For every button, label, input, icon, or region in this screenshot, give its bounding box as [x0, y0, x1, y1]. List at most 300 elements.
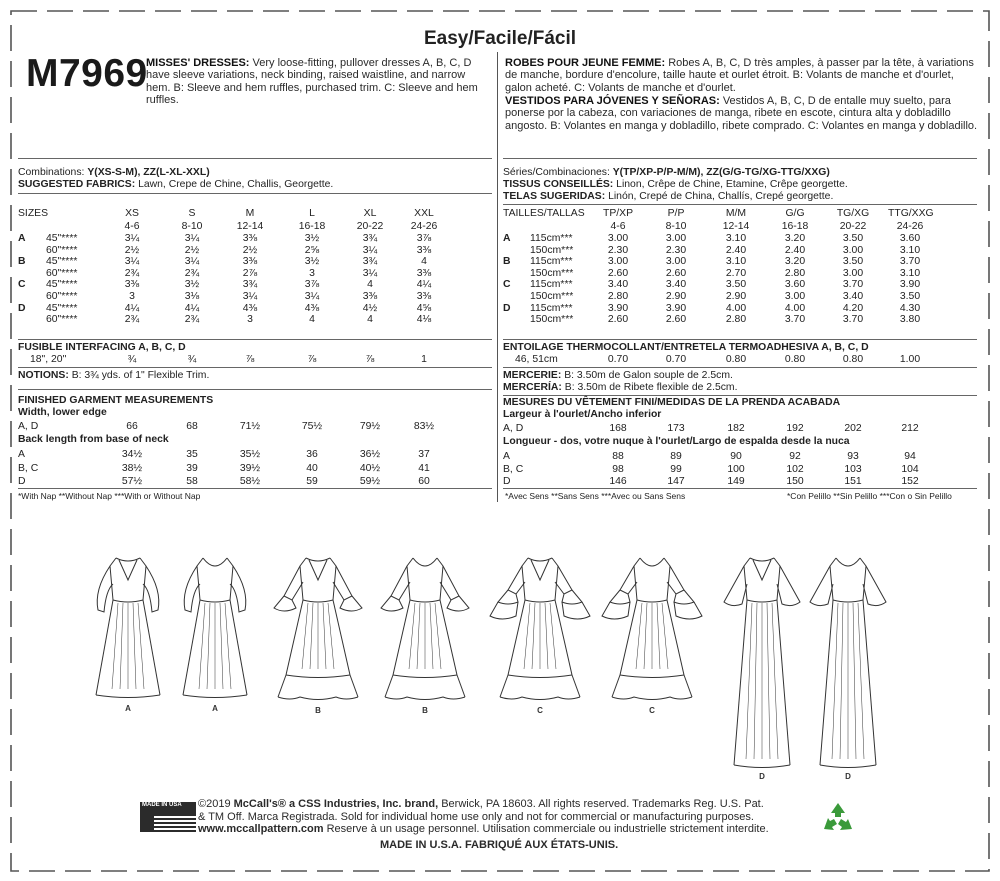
yardage-cell: 3⅞ — [304, 279, 320, 291]
width-cell: 75½ — [301, 421, 323, 432]
ruffle-hem — [612, 697, 692, 700]
yardage-cell: 3¼ — [362, 267, 378, 279]
bodice-right — [330, 558, 336, 600]
longueur-cell: 89 — [670, 451, 682, 462]
yardage-cell: 3¼ — [124, 256, 140, 268]
metrage-cell: 3.70 — [899, 256, 921, 268]
fr-size-code: G/G — [785, 208, 805, 219]
longueur-cell: 147 — [667, 476, 685, 487]
metrage-cell: 2.60 — [607, 267, 629, 279]
yardage-cell: 3⅜ — [362, 291, 378, 302]
gather-line — [840, 603, 843, 759]
size-code: L — [309, 208, 315, 219]
metrage-width: 115cm*** — [530, 302, 573, 314]
fr-size-number: 20-22 — [839, 221, 867, 232]
metrage-cell: 4.30 — [899, 302, 921, 314]
fr-description-text: Robes A, B, C, D très amples, à passer par la tête, à variations de manche, bordure d'encolure, taille haute et ourlet étroit. B: Volants de manche et d'ourlet, galon acheté. C: Volants de manche et d'ourlet. — [505, 57, 974, 94]
hem — [96, 695, 160, 698]
interfacing-width: 18", 20" — [30, 354, 67, 365]
size-code: XS — [125, 208, 139, 219]
made-in-usa-flag: MADE IN USA — [140, 802, 196, 832]
metrage-width: 150cm*** — [530, 267, 574, 279]
sleeve-ruffle-right — [562, 590, 582, 604]
yardage-cell: 3½ — [304, 233, 320, 244]
largeur-cell: 192 — [786, 423, 804, 434]
metrage-cell: 2.60 — [607, 314, 629, 326]
entoilage-cell: 0.80 — [842, 354, 864, 365]
skirt-right — [440, 600, 457, 675]
fr-size-code: TG/XG — [836, 208, 870, 219]
view-label: A — [212, 704, 218, 713]
metrage-cell: 2.80 — [725, 314, 747, 326]
waist-seam — [525, 600, 555, 602]
fr-size-code: M/M — [725, 208, 747, 219]
metrage-cell: 2.40 — [725, 244, 747, 256]
metrage-cell: 4.00 — [725, 302, 747, 314]
waist-seam — [410, 600, 440, 602]
gather-line — [754, 603, 757, 759]
yardage-cell: 3⅜ — [242, 256, 258, 268]
metrage-cell: 3.20 — [784, 233, 806, 244]
yardage-cell: 4¼ — [416, 279, 432, 291]
skirt-left — [820, 600, 833, 765]
longueur-cell: 99 — [670, 463, 682, 475]
back-cell: 35½ — [239, 449, 261, 460]
metrage-cell: 2.90 — [725, 291, 747, 302]
longueur-cell: 102 — [786, 463, 804, 475]
yardage-cell: 2½ — [184, 244, 200, 256]
metrage-cell: 3.00 — [607, 233, 629, 244]
width-view: A, D — [18, 421, 39, 432]
metrage-cell: 3.90 — [607, 302, 629, 314]
gather-line — [746, 603, 752, 759]
yardage-cell: 3¼ — [242, 291, 258, 302]
bodice-right — [664, 558, 670, 600]
bodice-right — [552, 558, 558, 600]
yardage-cell: 3½ — [184, 279, 200, 291]
yardage-cell: 2⅞ — [242, 267, 258, 279]
size-number: 24-26 — [410, 221, 438, 232]
ruffle-hem — [500, 697, 580, 700]
metrage-cell: 3.90 — [899, 279, 921, 291]
metrage-cell: 3.70 — [842, 314, 864, 326]
metrage-width: 150cm*** — [530, 244, 574, 256]
hem — [508, 675, 572, 678]
back-cell: 37 — [418, 449, 430, 460]
metrage-view: A — [503, 233, 511, 244]
bodice-left — [522, 558, 528, 600]
metrage-cell: 3.50 — [842, 256, 864, 268]
waist-seam — [833, 600, 863, 602]
interfacing-cell: ¾ — [187, 354, 197, 365]
yardage-cell: 3⅜ — [416, 244, 432, 256]
sleeve-left — [810, 566, 833, 606]
hem — [183, 695, 247, 698]
gather-line — [772, 603, 778, 759]
neckline — [203, 558, 227, 566]
yardage-width: 60"**** — [46, 267, 78, 279]
skirt-right — [230, 600, 247, 695]
metrage-cell: 2.60 — [665, 267, 687, 279]
view-label: D — [759, 772, 765, 781]
metrage-view: B — [503, 256, 511, 268]
longueur-cell: 150 — [786, 476, 804, 487]
metrage-cell: 3.70 — [784, 314, 806, 326]
back-cell: 58 — [186, 476, 198, 487]
entoilage-label: ENTOILAGE THERMOCOLLANT/ENTRETELA TERMOADHESIVA A, B, C, D — [503, 342, 869, 353]
ruffle-right — [350, 675, 358, 697]
longueur-cell: 104 — [901, 463, 919, 475]
size-code: XL — [363, 208, 377, 219]
waist-seam — [637, 600, 667, 602]
longueur-cell: 146 — [609, 476, 627, 487]
yardage-view: A — [18, 233, 26, 244]
back-cell: 39 — [186, 462, 198, 474]
suggested-fabrics: SUGGESTED FABRICS: Lawn, Crepe de Chine, Challis, Georgette. — [18, 179, 334, 190]
yardage-cell: 3 — [309, 267, 315, 279]
width-cell: 79½ — [359, 421, 381, 432]
notions: NOTIONS: B: 3¾ yds. of 1" Flexible Trim. — [18, 370, 210, 381]
view-label: D — [845, 772, 851, 781]
largeur-cell: 212 — [901, 423, 919, 434]
fr-size-code: TTG/XXG — [888, 208, 934, 219]
yardage-cell: 2¾ — [124, 267, 140, 279]
yardage-cell: 4¼ — [184, 302, 200, 314]
metrage-cell: 3.60 — [784, 279, 806, 291]
yardage-cell: 3¼ — [362, 244, 378, 256]
metrage-cell: 3.90 — [665, 302, 687, 314]
gather-line — [207, 603, 210, 689]
longueur-cell: 98 — [612, 463, 624, 475]
sleeve-ruffle-right-2 — [562, 602, 590, 619]
mesures-label: MESURES DU VÊTEMENT FINI/MEDIDAS DE LA PRENDA ACABADA — [503, 397, 841, 408]
entoilage-width: 46, 51cm — [515, 354, 558, 365]
bodice-left — [197, 558, 203, 600]
metrage-view: C — [503, 279, 511, 291]
largeur-view: A, D — [503, 423, 524, 434]
back-view: B, C — [18, 462, 39, 474]
es-description-heading: VESTIDOS PARA JÓVENES Y SEÑORAS: — [505, 95, 720, 107]
yardage-view: B — [18, 256, 26, 268]
view-label: B — [422, 706, 428, 715]
gather-line — [550, 603, 556, 669]
entoilage-cell: 1.00 — [899, 354, 921, 365]
back-view: D — [18, 476, 26, 487]
hem — [393, 675, 457, 678]
width-label: Width, lower edge — [18, 407, 107, 418]
yardage-cell: 3¾ — [242, 279, 258, 291]
yardage-cell: 4 — [367, 314, 373, 326]
yardage-width: 45"**** — [46, 279, 78, 291]
metrage-cell: 3.50 — [842, 233, 864, 244]
yardage-cell: 3¼ — [184, 256, 200, 268]
gather-line — [832, 603, 838, 759]
hem — [620, 675, 684, 678]
largeur-cell: 182 — [727, 423, 745, 434]
longueur-cell: 94 — [904, 451, 916, 462]
copyright-notice: ©2019 McCall's® a CSS Industries, Inc. brand, Berwick, PA 18603. All rights reserved. Trademarks Reg. U.S. Pat. & TM Off. Marca Registrada. Sold for individual home use only and not for commercial or manufacturing purposes. www.mccallpattern.com Reserve à un usage personnel. Utilisation commerciale ou industrielle strictement interdite. — [198, 798, 769, 835]
yardage-cell: 3¾ — [362, 256, 378, 268]
skirt-left — [393, 600, 410, 675]
view-label: C — [537, 706, 543, 715]
back-cell: 60 — [418, 476, 430, 487]
skirt-right — [777, 600, 790, 765]
sleeve-right — [777, 566, 800, 606]
metrage-cell: 2.90 — [665, 291, 687, 302]
skirt-left — [734, 600, 747, 765]
hem — [286, 675, 350, 678]
size-number: 20-22 — [356, 221, 384, 232]
back-cell: 59½ — [359, 476, 381, 487]
fr-size-number: 8-10 — [665, 221, 687, 232]
fr-fabrics: TISSUS CONSEILLÉS: Linon, Crêpe de Chine, Etamine, Crêpe georgette. — [503, 179, 848, 190]
metrage-cell: 3.10 — [725, 233, 747, 244]
yardage-cell: 2¾ — [124, 314, 140, 326]
metrage-view: D — [503, 302, 511, 314]
hem — [734, 765, 790, 768]
neckline — [640, 558, 664, 566]
metrage-cell: 2.40 — [784, 244, 806, 256]
metrage-cell: 3.00 — [607, 256, 629, 268]
back-length-label: Back length from base of neck — [18, 434, 169, 445]
gather-line — [323, 603, 326, 669]
size-number: 4-6 — [124, 221, 140, 232]
metrage-cell: 3.10 — [725, 256, 747, 268]
back-cell: 59 — [306, 476, 318, 487]
es-fabrics: TELAS SUGERIDAS: Linón, Crepé de China, Challís, Crepé georgette. — [503, 191, 834, 202]
metrage-cell: 4.20 — [842, 302, 864, 314]
yardage-cell: 3⅜ — [242, 233, 258, 244]
sleeve-ruffle-left-2 — [602, 602, 630, 619]
pelillo-note: *Con Pelillo **Sin Pelillo ***Con o Sin Pelillo — [787, 491, 952, 501]
back-cell: 35 — [186, 449, 198, 460]
width-cell: 83½ — [413, 421, 435, 432]
metrage-cell: 3.70 — [842, 279, 864, 291]
back-cell: 40 — [306, 462, 318, 474]
ruffle-right — [684, 675, 692, 697]
yardage-cell: 2⅝ — [304, 244, 320, 256]
es-description-text: Vestidos A, B, C, D de entalle muy suelto, para ponerse por la cabeza, con variaciones de manga, ribete en escote, cintura alta y dobladillo angosto. B: Volantes en manga y dobladillo, ribete comprado. C: Volantes en manga y dobladillo. — [505, 95, 978, 132]
metrage-cell: 3.00 — [665, 256, 687, 268]
yardage-width: 60"**** — [46, 291, 78, 302]
size-code: XXL — [414, 208, 434, 219]
pattern-number: M7969 — [26, 52, 148, 95]
metrage-width: 115cm*** — [530, 256, 573, 268]
interfacing-label: FUSIBLE INTERFACING A, B, C, D — [18, 342, 186, 353]
yardage-view: D — [18, 302, 26, 314]
metrage-cell: 3.00 — [842, 244, 864, 256]
size-number: 8-10 — [181, 221, 203, 232]
yardage-cell: 2¾ — [184, 267, 200, 279]
metrage-cell: 2.70 — [725, 267, 747, 279]
ruffle-hem — [385, 697, 465, 700]
entoilage-cell: 0.80 — [725, 354, 747, 365]
ruffle-left — [500, 675, 508, 697]
metrage-cell: 2.80 — [784, 267, 806, 279]
yardage-cell: 3 — [129, 291, 135, 302]
yardage-cell: 4¼ — [124, 302, 140, 314]
width-cell: 71½ — [239, 421, 261, 432]
skirt-left — [183, 600, 200, 695]
ruffle-right — [457, 675, 465, 697]
metrage-cell: 3.50 — [899, 291, 921, 302]
skirt-left — [286, 600, 303, 675]
fr-size-code: P/P — [667, 208, 685, 219]
metrage-cell: 3.60 — [899, 233, 921, 244]
metrage-cell: 3.40 — [665, 279, 687, 291]
bodice-left — [300, 558, 306, 600]
yardage-cell: 3⅜ — [416, 291, 432, 302]
description-text: Very loose-fitting, pullover dresses A, B, C, D have sleeve variations, neck binding, raised waistline, and narrow hem. B: Sleeve and hem ruffles, purchased trim. C: Sleeve and hem ruffles. — [146, 57, 478, 107]
back-cell: 57½ — [121, 476, 143, 487]
metrage-cell: 3.00 — [665, 233, 687, 244]
largeur-label: Largeur à l'ourlet/Ancho inferior — [503, 409, 662, 420]
gather-line — [199, 603, 205, 689]
metrage-cell: 2.30 — [665, 244, 687, 256]
fr-size-code: TP/XP — [602, 208, 634, 219]
gather-line — [409, 603, 415, 669]
metrage-cell: 2.60 — [665, 314, 687, 326]
difficulty-title: Easy/Facile/Fácil — [423, 28, 577, 49]
back-cell: 36 — [306, 449, 318, 460]
yardage-cell: 3¾ — [362, 233, 378, 244]
yardage-cell: 4 — [421, 256, 427, 268]
gather-line — [133, 603, 136, 689]
skirt-right — [143, 600, 160, 695]
recycle-icon — [818, 799, 858, 839]
view-label: B — [315, 706, 321, 715]
bodice-left — [110, 558, 116, 600]
width-cell: 66 — [126, 421, 138, 432]
metrage-width: 150cm*** — [530, 291, 574, 302]
metrage-cell: 3.00 — [842, 267, 864, 279]
yardage-cell: 4⅜ — [242, 302, 258, 314]
neckline — [753, 560, 771, 580]
entoilage-cell: 0.70 — [665, 354, 687, 365]
bodice-right — [227, 558, 233, 600]
metrage-cell: 2.30 — [607, 244, 629, 256]
gather-line — [138, 603, 144, 689]
gather-line — [220, 603, 223, 689]
tailles-label: TAILLES/TALLAS — [503, 208, 585, 219]
gather-line — [636, 603, 642, 669]
sleeve-ruffle-left — [498, 590, 518, 604]
metrage-width: 115cm*** — [530, 279, 573, 291]
fr-combinations: Séries/Combinaciones: Y(TP/XP-P/P-M/M), ZZ(G/G-TG/XG-TTG/XXG) — [503, 167, 830, 178]
yardage-cell: 3⅜ — [124, 279, 140, 291]
ruffle-hem — [278, 697, 358, 700]
yardage-cell: 3⅜ — [416, 267, 432, 279]
back-cell: 39½ — [239, 462, 261, 474]
neckline — [413, 558, 437, 566]
metrage-cell: 3.80 — [899, 314, 921, 326]
gather-line — [657, 603, 660, 669]
sizes-label: SIZES — [18, 208, 49, 219]
sens-note: *Avec Sens **Sans Sens ***Avec ou Sans Sens — [505, 491, 686, 501]
yardage-cell: 3½ — [304, 256, 320, 268]
waist-seam — [303, 600, 333, 602]
metrage-width: 115cm*** — [530, 233, 573, 244]
yardage-width: 45"**** — [46, 302, 78, 314]
waist-seam — [113, 600, 143, 602]
gather-line — [853, 603, 856, 759]
longueur-cell: 100 — [727, 463, 745, 475]
merceria: MERCERÍA: B: 3.50m de Ribete flexible de 2.5cm. — [503, 382, 738, 393]
gather-line — [328, 603, 334, 669]
gather-line — [112, 603, 118, 689]
longueur-view: B, C — [503, 463, 524, 475]
longueur-view: D — [503, 476, 511, 487]
width-cell: 68 — [186, 421, 198, 432]
yardage-view: C — [18, 279, 26, 291]
bodice-right — [437, 558, 443, 600]
gather-line — [430, 603, 433, 669]
sleeve-ruffle-right-2 — [674, 602, 702, 619]
yardage-cell: 4⅝ — [416, 302, 432, 314]
metrage-cell: 3.40 — [607, 279, 629, 291]
yardage-cell: 3¼ — [304, 291, 320, 302]
waist-seam — [747, 600, 777, 602]
yardage-width: 60"**** — [46, 244, 78, 256]
back-cell: 38½ — [121, 462, 143, 474]
size-number: 16-18 — [298, 221, 326, 232]
yardage-cell: 2½ — [124, 244, 140, 256]
neckline — [309, 560, 327, 580]
yardage-cell: 4 — [309, 314, 315, 326]
view-label: A — [125, 704, 131, 713]
back-view: A — [18, 449, 25, 460]
sleeve-ruffle-left-2 — [490, 602, 518, 619]
yardage-cell: 2¾ — [184, 314, 200, 326]
gather-line — [417, 603, 420, 669]
gather-line — [532, 603, 535, 669]
skirt-right — [863, 600, 876, 765]
gather-line — [545, 603, 548, 669]
yardage-cell: 4½ — [362, 302, 378, 314]
neckline — [119, 560, 137, 580]
mercerie: MERCERIE: B: 3.50m de Galon souple de 2.5cm. — [503, 370, 733, 381]
sleeve-right — [863, 566, 886, 606]
metrage-cell: 3.00 — [784, 291, 806, 302]
longueur-cell: 92 — [789, 451, 801, 462]
metrage-cell: 3.10 — [899, 244, 921, 256]
yardage-cell: 3¼ — [124, 233, 140, 244]
gather-line — [302, 603, 308, 669]
ruffle-left — [385, 675, 393, 697]
made-in-usa-text: MADE IN U.S.A. FABRIQUÉ AUX ÉTATS-UNIS. — [380, 839, 619, 851]
yardage-cell: 3 — [247, 314, 253, 326]
largeur-cell: 168 — [609, 423, 627, 434]
longueur-cell: 152 — [901, 476, 919, 487]
metrage-cell: 3.50 — [725, 279, 747, 291]
metrage-cell: 2.80 — [607, 291, 629, 302]
bodice-left — [634, 558, 640, 600]
metrage-cell: 3.40 — [842, 291, 864, 302]
metrage-cell: 3.10 — [899, 267, 921, 279]
neckline — [836, 558, 860, 566]
gather-line — [662, 603, 668, 669]
metrage-cell: 3.20 — [784, 256, 806, 268]
size-number: 12-14 — [236, 221, 264, 232]
sleeve-left — [724, 566, 747, 606]
longueur-cell: 90 — [730, 451, 742, 462]
fr-description-heading: ROBES POUR JEUNE FEMME: — [505, 57, 666, 69]
sleeve-ruffle-left — [610, 590, 630, 604]
gather-line — [767, 603, 770, 759]
fr-size-number: 4-6 — [610, 221, 626, 232]
yardage-width: 45"**** — [46, 256, 78, 268]
fr-size-number: 12-14 — [722, 221, 750, 232]
